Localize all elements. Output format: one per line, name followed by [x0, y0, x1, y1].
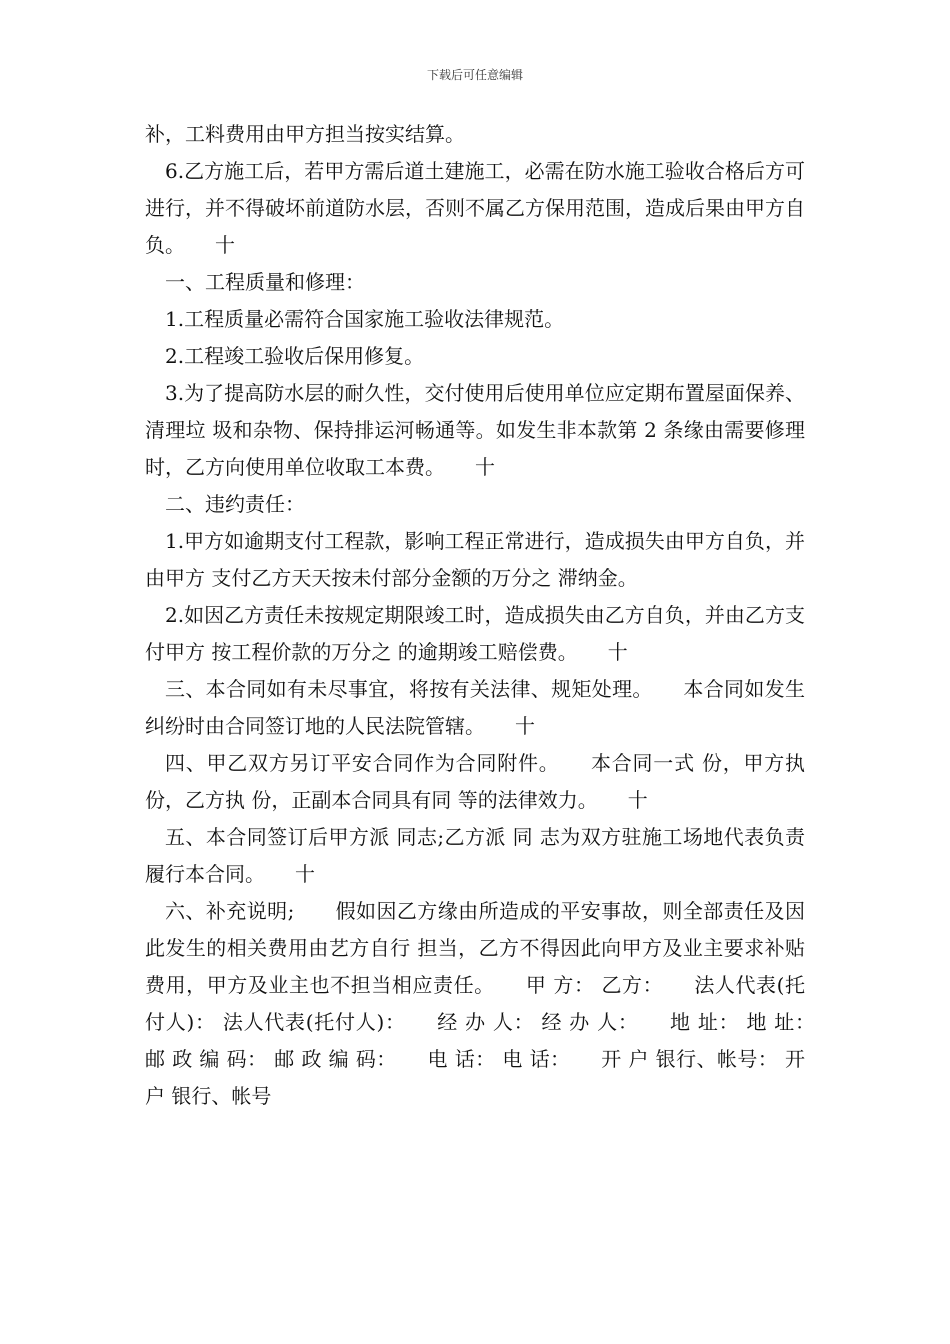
paragraph-liability-1: 1.甲方如逾期支付工程款，影响工程正常进行，造成损失由甲方自负，并由甲方 支付乙方天天按未付部分金额的万分之 滞纳金。	[145, 529, 805, 590]
section-five: 五、本合同签订后甲方派 同志;乙方派 同 志为双方驻施工场地代表负责履行本合同。 十	[145, 825, 805, 886]
paragraph-quality-3: 3.为了提高防水层的耐久性，交付使用后使用单位应定期布置屋面保养、清理垃 圾和杂物、保持排运河畅通等。如发生非本款第 2 条缘由需要修理时，乙方向使用单位收取工本费。 十	[145, 381, 805, 479]
paragraph-continuation: 补，工料费用由甲方担当按实结算。	[145, 122, 465, 146]
page-header: 下载后可任意编辑	[426, 68, 523, 82]
section-heading-quality: 一、工程质量和修理：	[165, 270, 365, 294]
paragraph-quality-1: 1.工程质量必需符合国家施工验收法律规范。	[165, 307, 565, 331]
section-four: 四、甲乙双方另订平安合同作为合同附件。 本合同一式 份，甲方执 份，乙方执 份，正副本合同具有同 等的法律效力。 十	[145, 751, 805, 812]
section-three: 三、本合同如有未尽事宜，将按有关法律、规矩处理。 本合同如发生纠纷时由合同签订地的人民法院管辖。 十	[145, 677, 805, 738]
paragraph-quality-2: 2.工程竣工验收后保用修复。	[165, 344, 425, 368]
document-body	[145, 116, 845, 1115]
paragraph-liability-2: 2.如因乙方责任未按规定期限竣工时，造成损失由乙方自负，并由乙方支付甲方 按工程价款的万分之 的逾期竣工赔偿费。 十	[145, 603, 805, 664]
section-six-signatures: 六、补充说明; 假如因乙方缘由所造成的平安事故，则全部责任及因此发生的相关费用由艺方自行 担当，乙方不得因此向甲方及业主要求补贴费用，甲方及业主也不担当相应责任。 甲 方： 乙方： 法人代表(托付人)： 法人代表(托付人)： 经 办 人： 经 办 人： 地 址： 地 址： 邮 政 编 码： 邮 政 编 码： 电 话： 电 话： 开 户 银行、帐号： 开 户 银行、帐号	[145, 899, 845, 1108]
section-heading-liability: 二、违约责任：	[165, 492, 305, 516]
paragraph-item-6: 6.乙方施工后，若甲方需后道土建施工，必需在防水施工验收合格后方可进行，并不得破坏前道防水层，否则不属乙方保用范围，造成后果由甲方自负。 十	[145, 159, 805, 257]
